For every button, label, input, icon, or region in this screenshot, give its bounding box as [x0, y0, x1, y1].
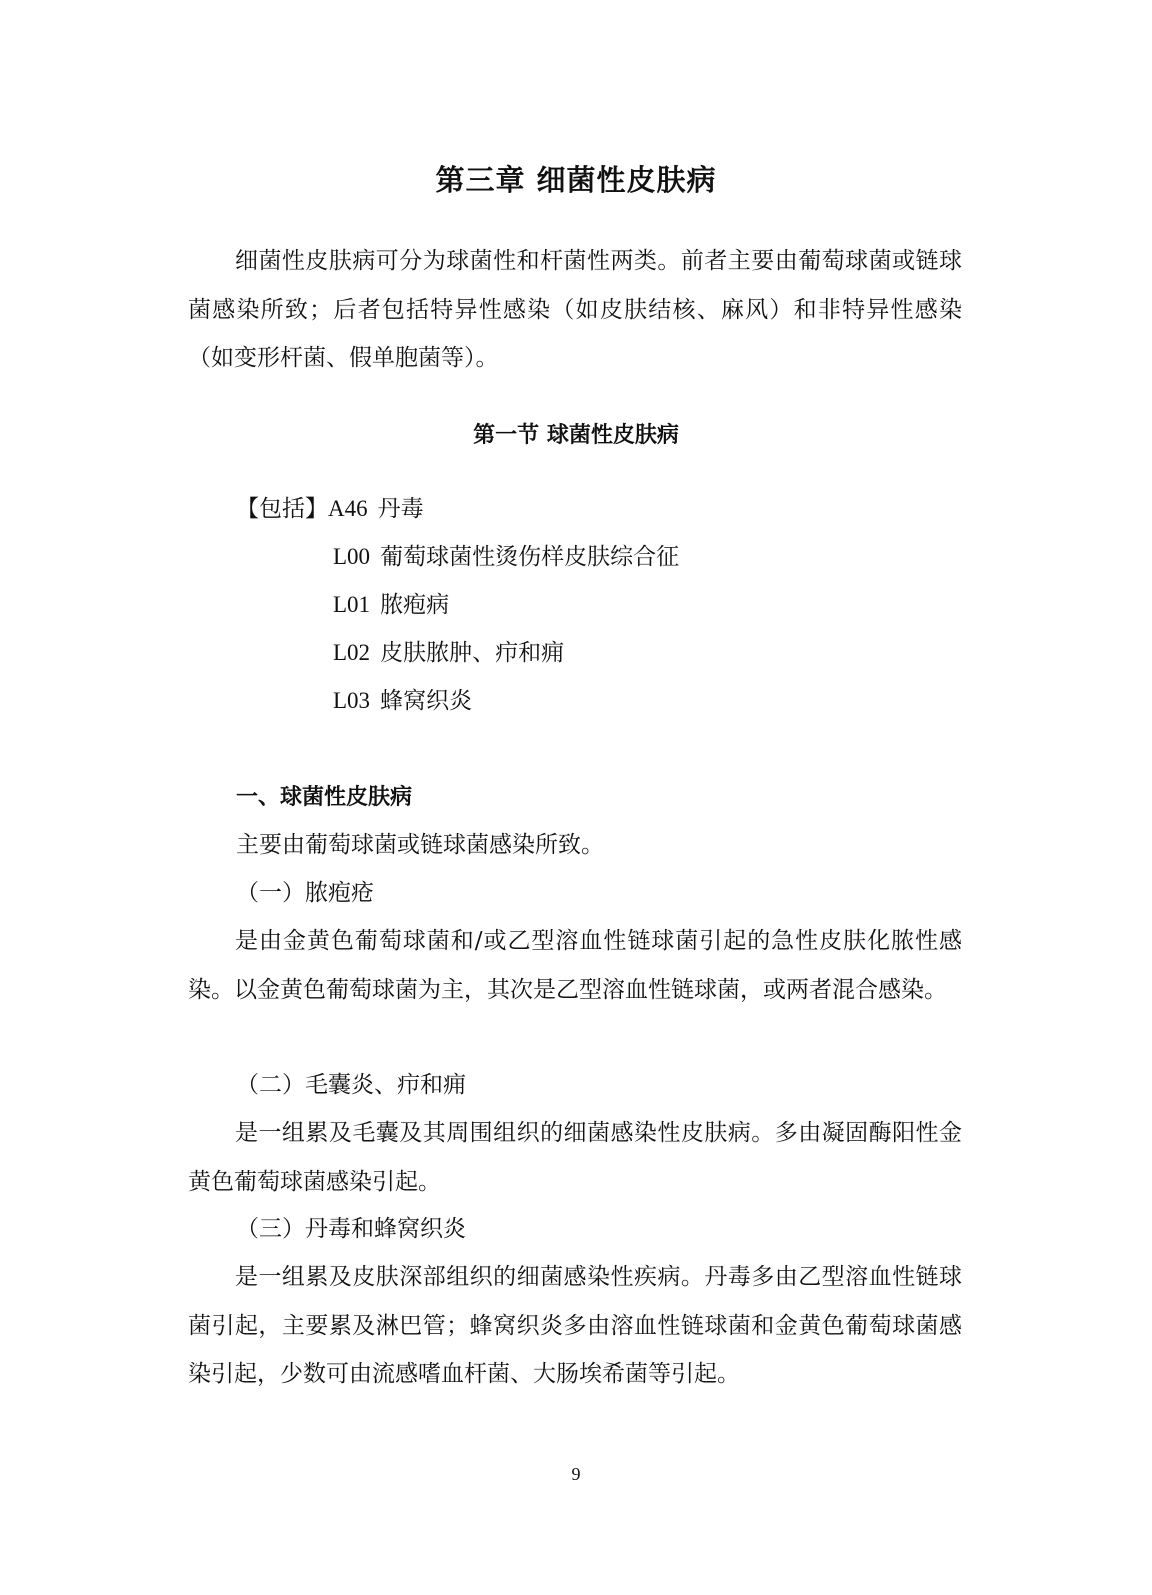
item-code: L00: [333, 544, 371, 569]
subsection-heading-impetigo: （一）脓疱疮: [236, 880, 374, 906]
subsection-text-impetigo: 是由金黄色葡萄球菌和/或乙型溶血性链球菌引起的急性皮肤化脓性感染。以金黄色葡萄球菌为主，其次是乙型溶血性链球菌，或两者混合感染。: [188, 928, 962, 1003]
includes-item-l01: [333, 581, 449, 630]
page-number: 9: [571, 1464, 581, 1484]
item-name: 丹毒: [377, 496, 424, 522]
item-name: 葡萄球菌性烫伤样皮肤综合征: [380, 544, 680, 570]
chapter-title: 第三章 细菌性皮肤病: [435, 163, 717, 197]
section-title: 第一节 球菌性皮肤病: [473, 423, 679, 448]
item-name: 蜂窝织炎: [380, 688, 473, 714]
includes-item-l00: [333, 533, 679, 582]
includes-item-a46: [236, 485, 424, 534]
item-code: A46: [328, 496, 368, 521]
subsection-text-erysipelas: 是一组累及皮肤深部组织的细菌感染性疾病。丹毒多由乙型溶血性链球菌引起，主要累及淋巴管；蜂窝织炎多由溶血性链球菌和金黄色葡萄球菌感染引起，少数可由流感嗜血杆菌、大肠埃希菌等引起。: [188, 1264, 962, 1387]
includes-item-l02: [333, 629, 564, 678]
part-text: 主要由葡萄球菌或链球菌感染所致。: [236, 832, 604, 858]
includes-item-l03: [333, 677, 472, 726]
item-code: L01: [333, 592, 371, 617]
subsection-heading-erysipelas: （三）丹毒和蜂窝织炎: [236, 1216, 466, 1242]
item-name: 皮肤脓肿、疖和痈: [380, 640, 565, 666]
subsection-heading-folliculitis: （二）毛囊炎、疖和痈: [236, 1072, 466, 1098]
intro-paragraph: 细菌性皮肤病可分为球菌性和杆菌性两类。前者主要由葡萄球菌或链球菌感染所致；后者包括特异性感染（如皮肤结核、麻风）和非特异性感染（如变形杆菌、假单胞菌等）。: [188, 248, 962, 371]
includes-label: 【包括】: [236, 496, 328, 522]
item-name: 脓疱病: [380, 592, 450, 618]
subsection-text-folliculitis: 是一组累及毛囊及其周围组织的细菌感染性皮肤病。多由凝固酶阳性金黄色葡萄球菌感染引起。: [188, 1120, 962, 1195]
item-code: L02: [333, 640, 371, 665]
part-heading: 一、球菌性皮肤病: [236, 785, 413, 810]
item-code: L03: [333, 688, 371, 713]
